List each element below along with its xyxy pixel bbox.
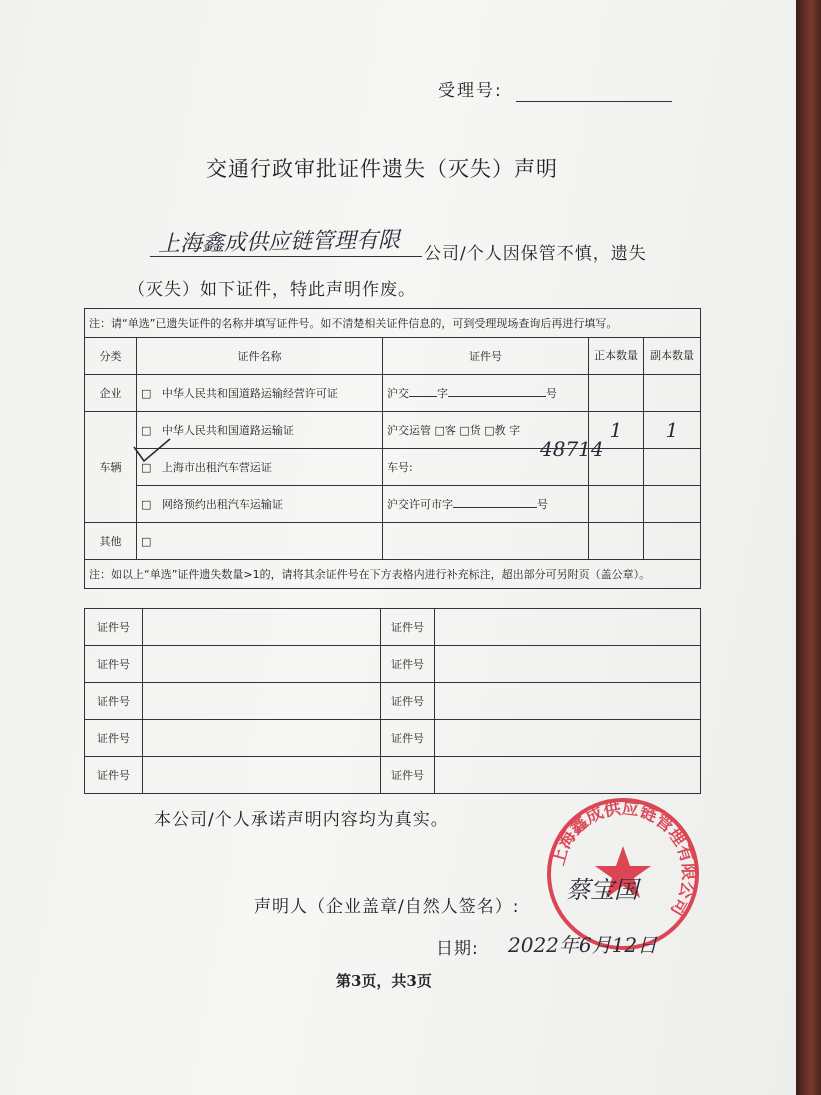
checkbox-vehicle-0[interactable]: □ (141, 424, 152, 437)
other-cert-no[interactable] (383, 523, 589, 560)
header-category: 分类 (85, 338, 137, 375)
enterprise-no-suffix: 号 (546, 387, 557, 400)
vehicle-original-2[interactable] (589, 486, 644, 523)
sup-field[interactable] (435, 757, 701, 794)
enterprise-no-prefix: 沪交 (387, 387, 409, 400)
date-label: 日期: (436, 939, 479, 959)
enterprise-cert-no (383, 375, 589, 412)
date-handwritten: 2022年6月12日 (508, 933, 658, 957)
checkbox-vehicle-1[interactable]: □ (141, 461, 152, 474)
category-enterprise: 企业 (85, 375, 137, 412)
declarant-label: 声明人（企业盖章/自然人签名）: (254, 897, 520, 917)
checkbox-other[interactable]: □ (141, 534, 152, 548)
vehicle-copy-1[interactable] (644, 449, 701, 486)
category-vehicle: 车辆 (85, 412, 137, 523)
page-title: 交通行政审批证件遗失（灭失）声明 (206, 157, 558, 181)
vehicle-no-text-1: 车号: (387, 461, 413, 474)
vehicle-cert-no-2 (383, 486, 589, 523)
sup-field[interactable] (435, 609, 701, 646)
company-name-underline (150, 256, 422, 257)
sup-label: 证件号 (381, 683, 435, 720)
vehicle-copy-0[interactable] (644, 412, 701, 449)
lost-certificate-table (84, 308, 701, 589)
checkbox-enterprise[interactable]: □ (141, 387, 152, 400)
sup-field[interactable] (143, 646, 381, 683)
check-mark-icon (132, 437, 172, 467)
sup-label: 证件号 (85, 609, 143, 646)
sup-field[interactable] (143, 683, 381, 720)
company-name-handwritten: 上海鑫成供应链管理有限 (157, 227, 401, 258)
enterprise-no-mid: 字 (437, 387, 448, 400)
sup-label: 证件号 (381, 720, 435, 757)
sup-label: 证件号 (85, 720, 143, 757)
sup-field[interactable] (143, 609, 381, 646)
vehicle-cert-cell-1 (137, 449, 383, 486)
header-copy-count: 副本数量 (644, 338, 701, 375)
sup-label: 证件号 (85, 683, 143, 720)
vehicle-cert-name-2: 网络预约出租汽车运输证 (161, 498, 283, 511)
sup-field[interactable] (143, 720, 381, 757)
handwritten-original-count: 1 (609, 418, 623, 442)
handwritten-cert-number: 48714 (540, 437, 604, 461)
header-cert-name: 证件名称 (137, 338, 383, 375)
handwritten-copy-count: 1 (665, 418, 679, 442)
sup-label: 证件号 (381, 609, 435, 646)
sup-label: 证件号 (381, 757, 435, 794)
sup-field[interactable] (435, 646, 701, 683)
sup-field[interactable] (143, 757, 381, 794)
enterprise-cert-name: 中华人民共和国道路运输经营许可证 (161, 387, 338, 400)
other-cert-cell (137, 523, 383, 560)
category-other: 其他 (85, 523, 137, 560)
vehicle-cert-name-0: 中华人民共和国道路运输证 (161, 424, 294, 437)
checkbox-vehicle-2[interactable]: □ (141, 498, 152, 511)
page-number: 第3页，共3页 (336, 972, 432, 990)
enterprise-copy[interactable] (644, 375, 701, 412)
other-copy[interactable] (644, 523, 701, 560)
enterprise-original[interactable] (589, 375, 644, 412)
header-original-count: 正本数量 (589, 338, 644, 375)
sup-label: 证件号 (85, 757, 143, 794)
vehicle-no-text-2: 沪交许可市字 (387, 498, 453, 511)
acceptance-number-label: 受理号: (438, 81, 503, 101)
sup-field[interactable] (435, 720, 701, 757)
other-original[interactable] (589, 523, 644, 560)
background-edge (796, 0, 821, 1095)
supplementary-table (84, 608, 701, 794)
seal-text: 上海鑫成供应链管理有限公司 (548, 798, 699, 920)
sup-label: 证件号 (85, 646, 143, 683)
vehicle-no-text-0: 沪交运管 □客 □货 □教 字 (387, 424, 521, 437)
vehicle-cert-cell-2 (137, 486, 383, 523)
statement-line-1: 公司/个人因保管不慎，遗失 (424, 244, 647, 264)
vehicle-cert-cell-0 (137, 412, 383, 449)
header-cert-no: 证件号 (383, 338, 589, 375)
vehicle-copy-2[interactable] (644, 486, 701, 523)
sup-label: 证件号 (381, 646, 435, 683)
commitment-statement: 本公司/个人承诺声明内容均为真实。 (154, 810, 449, 830)
top-note: 注：请“单选”已遗失证件的名称并填写证件号。如不清楚相关证件信息的，可到受理现场查询后再进行填写。 (85, 309, 701, 338)
enterprise-cert-cell (137, 375, 383, 412)
sup-field[interactable] (435, 683, 701, 720)
vehicle-cert-name-1: 上海市出租汽车营运证 (161, 461, 272, 474)
statement-line-2: （灭失）如下证件，特此声明作废。 (128, 280, 416, 300)
bottom-note: 注：如以上“单选”证件遗失数量>1的，请将其余证件号在下方表格内进行补充标注，超出部分可另附页（盖公章）。 (85, 560, 701, 589)
vehicle-no-suffix-2: 号 (537, 498, 548, 511)
declarant-signature: 蔡宝国 (566, 876, 638, 904)
acceptance-number-field (516, 101, 672, 102)
